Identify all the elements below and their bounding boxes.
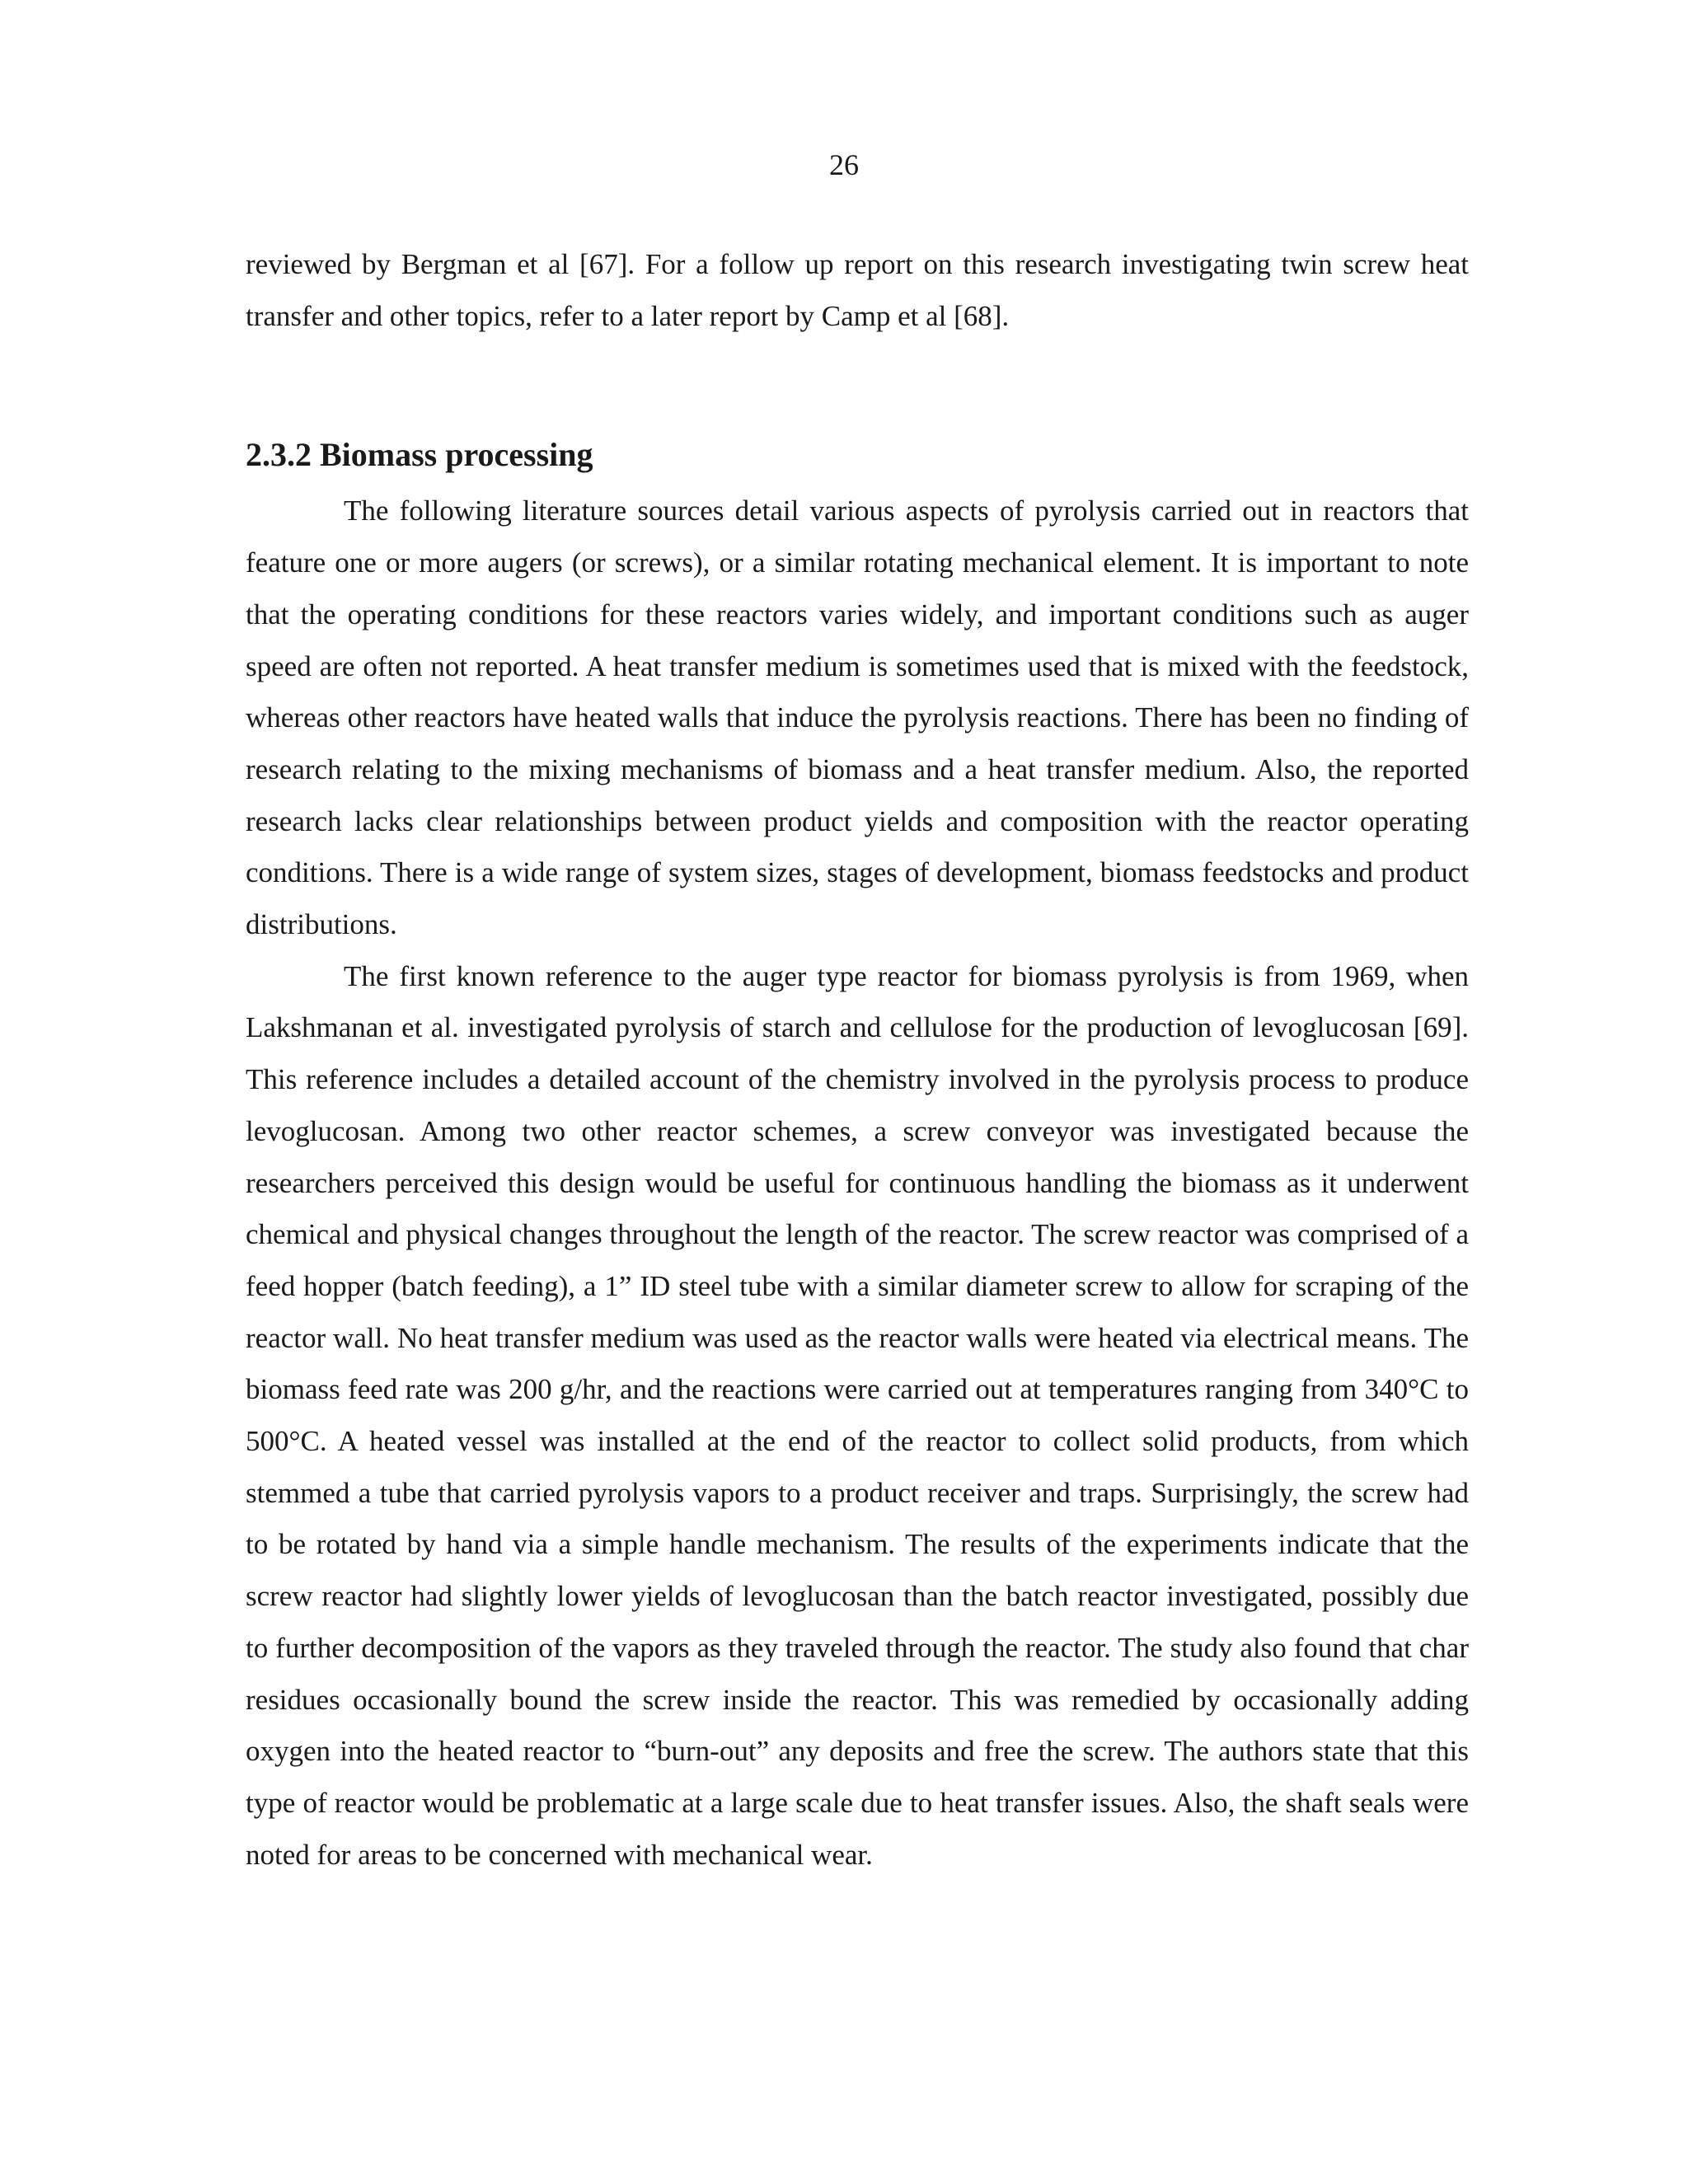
intro-paragraph: reviewed by Bergman et al [67]. For a follow up report on this research investigating twin screw heat transfer and other topics, refer to a later report by Camp et al [68]. <box>246 248 1469 332</box>
page-content <box>246 239 1469 1881</box>
page-number: 26 <box>829 148 859 181</box>
section-heading: 2.3.2 Biomass processing <box>246 436 593 474</box>
section-paragraph-1: The following literature sources detail various aspects of pyrolysis carried out in reactors that feature one or more augers (or screws), or a similar rotating mechanical element. It is important to note that the operating conditions for these reactors varies widely, and important conditions such as auger speed are often not reported. A heat transfer medium is sometimes used that is mixed with the feedstock, whereas other reactors have heated walls that induce the pyrolysis reactions. There has been no finding of research relating to the mixing mechanisms of biomass and a heat transfer medium. Also, the reported research lacks clear relationships between product yields and composition with the reactor operating conditions. There is a wide range of system sizes, stages of development, biomass feedstocks and product distributions. <box>246 494 1469 941</box>
section-paragraph-2: The first known reference to the auger type reactor for biomass pyrolysis is from 1969, when Lakshmanan et al. investigated pyrolysis of starch and cellulose for the production of levoglucosan [69]. This reference includes a detailed account of the chemistry involved in the pyrolysis process to produce levoglucosan. Among two other reactor schemes, a screw conveyor was investigated because the researchers perceived this design would be useful for continuous handling the biomass as it underwent chemical and physical changes throughout the length of the reactor. The screw reactor was comprised of a feed hopper (batch feeding), a 1” ID steel tube with a similar diameter screw to allow for scraping of the reactor wall. No heat transfer medium was used as the reactor walls were heated via electrical means. The biomass feed rate was 200 g/hr, and the reactions were carried out at temperatures ranging from 340°C to 500°C. A heated vessel was installed at the end of the reactor to collect solid products, from which stemmed a tube that carried pyrolysis vapors to a product receiver and traps. Surprisingly, the screw had to be rotated by hand via a simple handle mechanism. The results of the experiments indicate that the screw reactor had slightly lower yields of levoglucosan than the batch reactor investigated, possibly due to further decomposition of the vapors as they traveled through the reactor. The study also found that char residues occasionally bound the screw inside the reactor. This was remedied by occasionally adding oxygen into the heated reactor to “burn-out” any deposits and free the screw. The authors state that this type of reactor would be problematic at a large scale due to heat transfer issues. Also, the shaft seals were noted for areas to be concerned with mechanical wear. <box>246 959 1469 1871</box>
